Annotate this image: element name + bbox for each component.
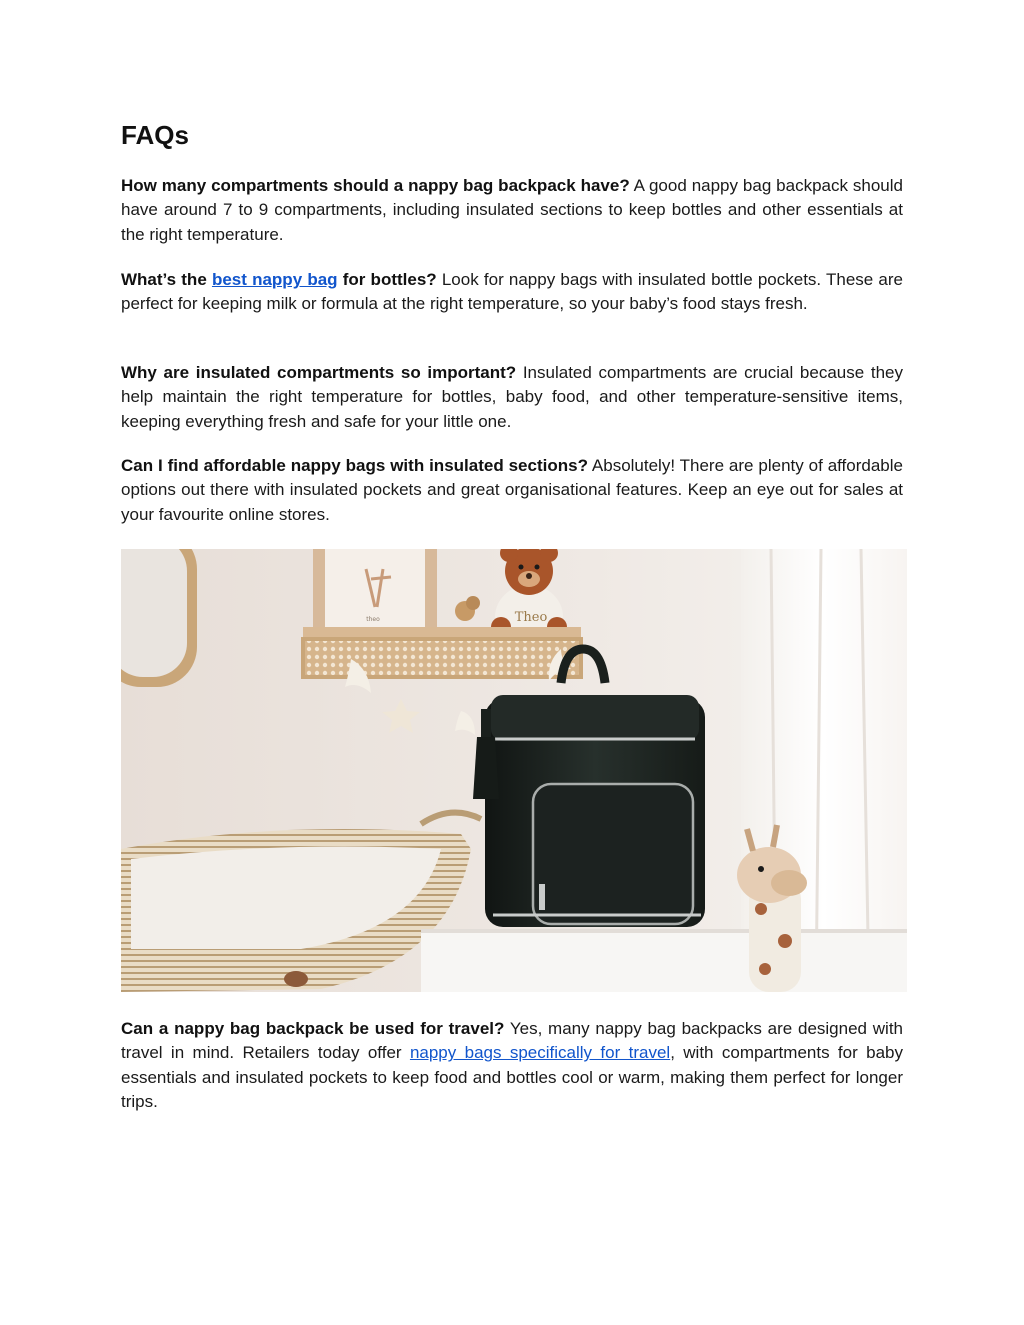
faq-answer: Insulated compartments are crucial because they help maintain the right temperature for bottles, baby food, and other temperature-sensitive items, keeping everything fresh and safe for your little one. bbox=[121, 363, 903, 431]
best-nappy-bag-link[interactable]: best nappy bag bbox=[211, 270, 338, 289]
faq-item-insulated bbox=[121, 361, 903, 434]
faq-question: Can a nappy bag backpack be used for travel? bbox=[121, 1019, 505, 1038]
faq-answer-pre: Yes, many nappy bag backpacks are designed with travel in mind. Retailers today offer bbox=[121, 1019, 903, 1063]
bear-shirt-text: Theo bbox=[514, 610, 548, 625]
faq-answer-post: , with compartments for baby essentials and insulated pockets to keep food and bottles cool or warm, making them perfect for longer trips. bbox=[121, 1043, 903, 1112]
travel-nappy-bags-link[interactable]: nappy bags specifically for travel bbox=[409, 1043, 671, 1063]
faq-answer: Absolutely! There are plenty of affordable options out there with insulated pockets and great organisational features. Keep an eye out for sales at your favourite online stores. bbox=[121, 456, 903, 524]
faq-item-affordable bbox=[121, 454, 903, 527]
frame-caption: theo bbox=[366, 616, 380, 623]
page-heading: FAQs bbox=[121, 120, 189, 150]
faq-question-pre: What’s the bbox=[121, 270, 212, 289]
faq-answer: A good nappy bag backpack should have around 7 to 9 compartments, including insulated sections to keep bottles and other essentials at the right temperature. bbox=[121, 176, 903, 244]
faq-item-best-bag bbox=[121, 268, 903, 317]
faq-item-compartments bbox=[121, 174, 903, 247]
faq-question: How many compartments should a nappy bag backpack have? bbox=[121, 176, 630, 195]
faq-question-post: for bottles? bbox=[337, 270, 437, 289]
faq-question: Why are insulated compartments so important? bbox=[121, 363, 517, 382]
nursery-backpack-photo bbox=[121, 549, 907, 992]
faq-question: Can I find affordable nappy bags with insulated sections? bbox=[121, 456, 588, 475]
faq-answer: Look for nappy bags with insulated bottle pockets. These are perfect for keeping milk or formula at the right temperature, so your baby’s food stays fresh. bbox=[121, 270, 903, 314]
white-table bbox=[421, 931, 907, 992]
faq-item-travel bbox=[121, 1017, 903, 1115]
